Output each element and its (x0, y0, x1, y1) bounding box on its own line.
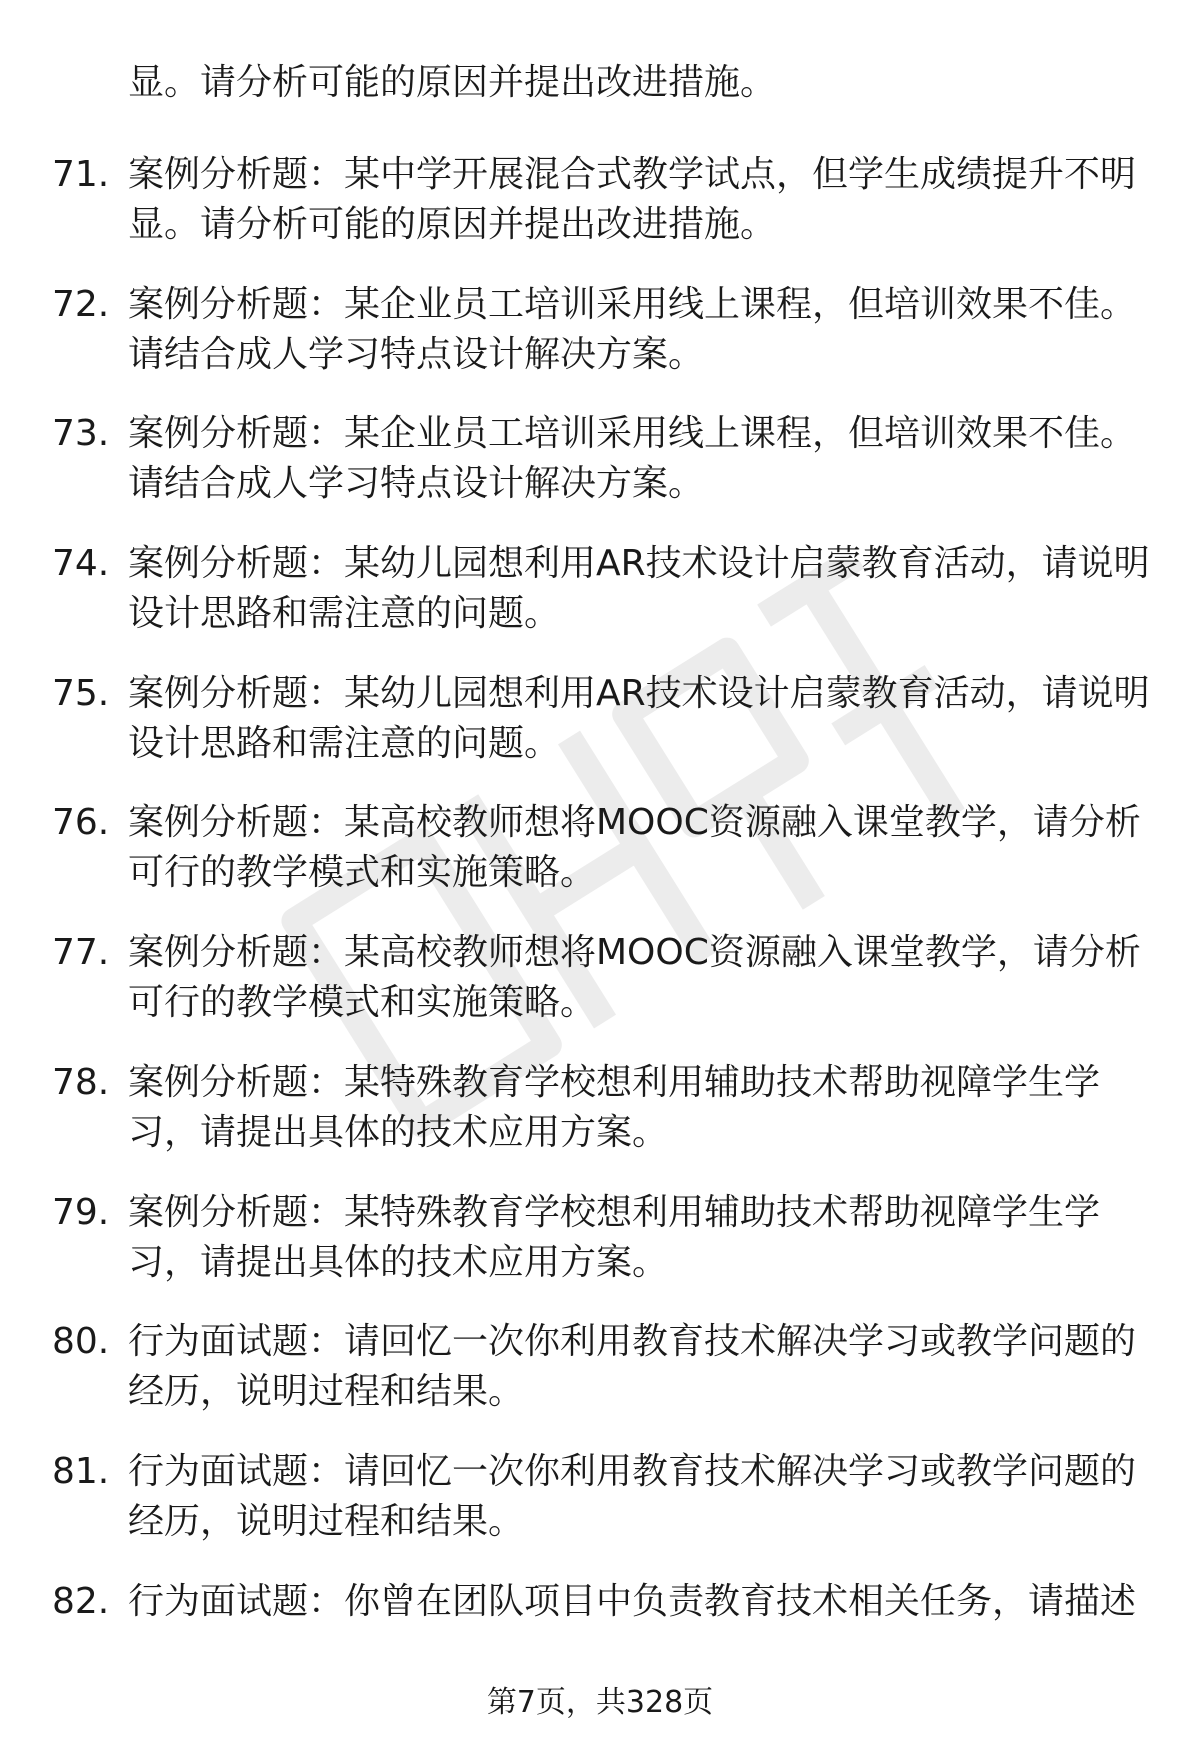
question-text-line: 案例分析题：某企业员工培训采用线上课程，但培训效果不佳。 (128, 413, 1137, 455)
question-number: 75. (52, 672, 110, 714)
question-list (0, 138, 1200, 1694)
question-text (128, 539, 1148, 639)
list-item (0, 1176, 1200, 1306)
list-item (0, 1565, 1200, 1695)
question-text-line: 习，请提出具体的技术应用方案。 (128, 1241, 669, 1283)
question-text (128, 1577, 1148, 1627)
question-text-line: 可行的教学模式和实施策略。 (128, 982, 597, 1024)
question-text (128, 1058, 1148, 1158)
list-item (0, 1435, 1200, 1565)
question-text-line: 行为面试题：请回忆一次你利用教育技术解决学习或教学问题的 (128, 1450, 1137, 1492)
page-footer: 第7页，共328页 (486, 1685, 714, 1720)
question-text-line: 请结合成人学习特点设计解决方案。 (128, 333, 705, 375)
question-number: 74. (52, 543, 110, 585)
question-number: 78. (52, 1061, 110, 1103)
question-text-line: 请结合成人学习特点设计解决方案。 (128, 463, 705, 505)
question-number: 73. (52, 413, 110, 455)
question-text-line: 案例分析题：某幼儿园想利用AR技术设计启蒙教育活动，请说明 (128, 543, 1150, 585)
lead-fragment: 显。请分析可能的原因并提出改进措施。 (128, 62, 777, 103)
question-text-line: 显。请分析可能的原因并提出改进措施。 (128, 204, 777, 245)
question-text-line: 案例分析题：某特殊教育学校想利用辅助技术帮助视障学生学 (128, 1191, 1101, 1233)
question-text-line: 行为面试题：请回忆一次你利用教育技术解决学习或教学问题的 (128, 1321, 1137, 1363)
question-number: 80. (52, 1321, 110, 1363)
question-number: 77. (52, 932, 110, 974)
list-item (0, 138, 1200, 268)
question-text-line: 案例分析题：某幼儿园想利用AR技术设计启蒙教育活动，请说明 (128, 672, 1150, 714)
list-item (0, 397, 1200, 527)
question-text-line: 案例分析题：某企业员工培训采用线上课程，但培训效果不佳。 (128, 283, 1137, 325)
question-text (128, 669, 1148, 769)
question-text-line: 设计思路和需注意的问题。 (128, 593, 561, 635)
question-number: 82. (52, 1580, 110, 1622)
question-text-line: 案例分析题：某高校教师想将MOOC资源融入课堂教学，请分析 (128, 802, 1141, 844)
question-number: 76. (52, 802, 110, 844)
list-item (0, 657, 1200, 787)
question-text-line: 案例分析题：某中学开展混合式教学试点，但学生成绩提升不明 (128, 154, 1137, 195)
list-item (0, 916, 1200, 1046)
list-item (0, 1305, 1200, 1435)
question-text (128, 409, 1148, 509)
question-text-line: 习，请提出具体的技术应用方案。 (128, 1111, 669, 1153)
question-number: 72. (52, 283, 110, 325)
question-text-line: 行为面试题：你曾在团队项目中负责教育技术相关任务，请描述 (128, 1580, 1137, 1622)
question-number: 79. (52, 1191, 110, 1233)
question-text (128, 280, 1148, 380)
question-text-line: 案例分析题：某高校教师想将MOOC资源融入课堂教学，请分析 (128, 932, 1141, 974)
question-text (128, 150, 1148, 250)
list-item (0, 786, 1200, 916)
question-text (128, 1317, 1148, 1417)
question-number: 71. (52, 154, 110, 195)
list-item (0, 527, 1200, 657)
question-text-line: 经历，说明过程和结果。 (128, 1371, 525, 1413)
question-text-line: 经历，说明过程和结果。 (128, 1500, 525, 1542)
question-text (128, 1188, 1148, 1288)
question-text-line: 可行的教学模式和实施策略。 (128, 852, 597, 894)
question-text-line: 案例分析题：某特殊教育学校想利用辅助技术帮助视障学生学 (128, 1061, 1101, 1103)
question-text-line: 设计思路和需注意的问题。 (128, 722, 561, 764)
question-text (128, 798, 1148, 898)
question-text (128, 928, 1148, 1028)
question-text (128, 1447, 1148, 1547)
question-number: 81. (52, 1450, 110, 1492)
list-item (0, 1046, 1200, 1176)
list-item (0, 268, 1200, 398)
